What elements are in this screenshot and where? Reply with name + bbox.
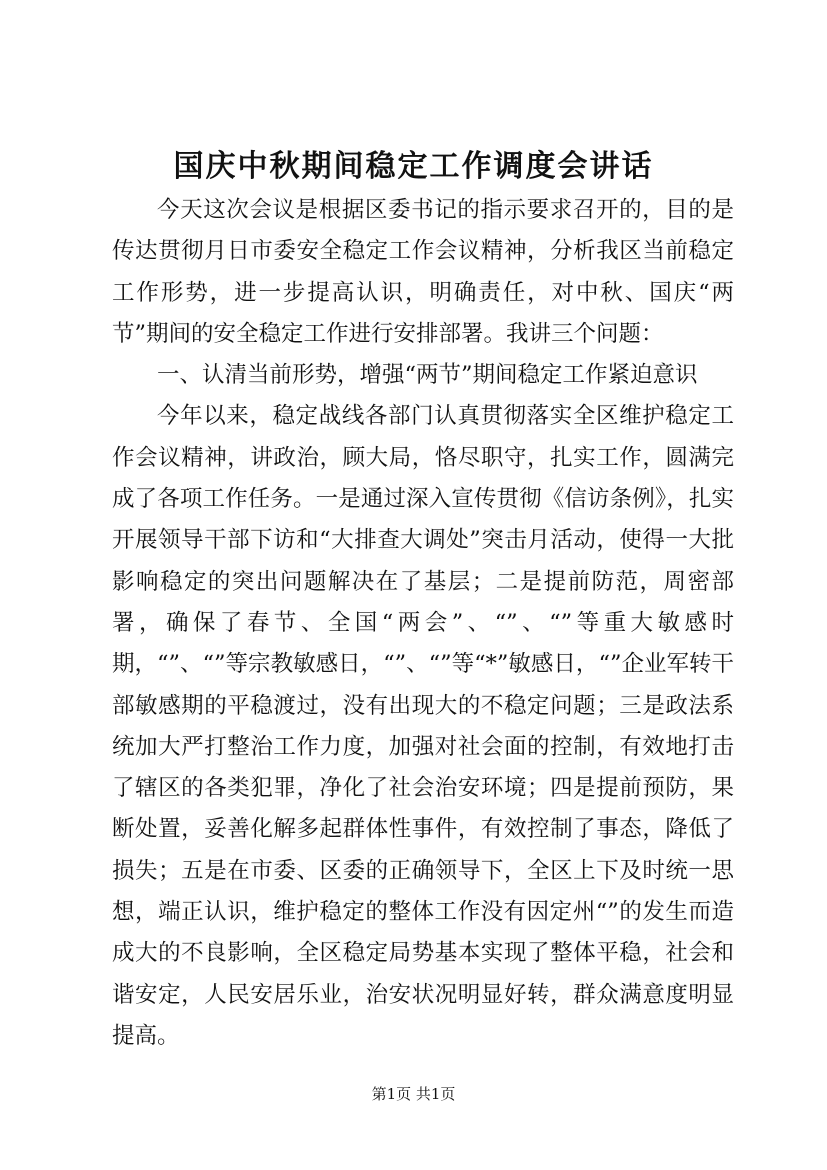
document-body xyxy=(112,190,734,1057)
paragraph-situation: 今年以来，稳定战线各部门认真贯彻落实全区维护稳定工作会议精神，讲政治，顾大局，恪尽职守，扎实工作，圆满完成了各项工作任务。一是通过深入宣传贯彻《信访条例》，扎实开展领导干部下访和“大排查大调处”突击月活动，使得一大批影响稳定的突出问题解决在了基层；二是提前防范，周密部署，确保了春节、全国“两会”、“”、“”等重大敏感时期，“”、“”等宗教敏感日，“”、“”等“*”敏感日，“”企业军转干部敏感期的平稳渡过，没有出现大的不稳定问题；三是政法系统加大严打整治工作力度，加强对社会面的控制，有效地打击了辖区的各类犯罪，净化了社会治安环境；四是提前预防，果断处置，妥善化解多起群体性事件，有效控制了事态，降低了损失；五是在市委、区委的正确领导下，全区上下及时统一思想，端正认识，维护稳定的整体工作没有因定州“”的发生而造成大的不良影响，全区稳定局势基本实现了整体平稳，社会和谐安定，人民安居乐业，治安状况明显好转，群众满意度明显提高。 xyxy=(112,403,734,1049)
section-heading-1: 一、认清当前形势，增强“两节”期间稳定工作紧迫意识 xyxy=(157,362,698,389)
document-title: 国庆中秋期间稳定工作调度会讲话 xyxy=(173,149,654,184)
paragraph-intro: 今天这次会议是根据区委书记的指示要求召开的，目的是传达贯彻月日市委安全稳定工作会议精神，分析我区当前稳定工作形势，进一步提高认识，明确责任，对中秋、国庆“两节”期间的安全稳定工作进行安排部署。我讲三个问题： xyxy=(112,197,734,347)
page-number-footer: 第1页 共1页 xyxy=(371,1085,456,1103)
